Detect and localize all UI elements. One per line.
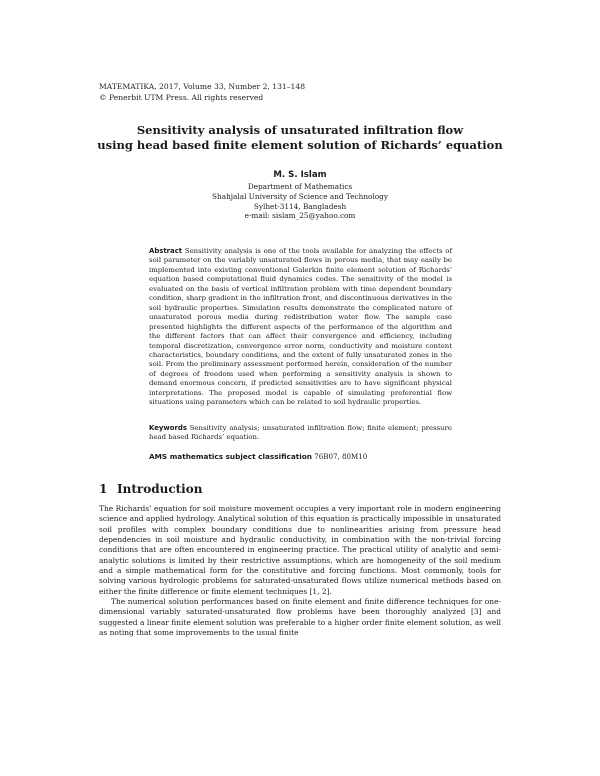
keywords-text: Sensitivity analysis; unsaturated infiltration flow; finite element; pressure head based Richards’ equation. [149, 424, 452, 442]
title-line-1: Sensitivity analysis of unsaturated infiltration flow [136, 123, 464, 137]
section-number: 1 [99, 482, 108, 496]
section-title: Introduction [117, 482, 203, 496]
author-name: M. S. Islam [273, 170, 327, 180]
keywords [149, 424, 452, 443]
affiliation-university: Shahjalal University of Science and Technology [212, 191, 388, 201]
abstract-label: Abstract [149, 247, 183, 255]
ams-label: AMS mathematics subject classification [149, 452, 312, 461]
body-paragraph: The Richards’ equation for soil moisture movement occupies a very important role in modern engineering science and applied hydrology. Analytical solution of this equation is practically impossible in unsaturated soil profiles with complex boundary conditions due to nonlinearities arising from pressure head dependencies in soil moisture and hydraulic conductivity, in combination with the non-trivial forcing conditions that are often encountered in engineering practice. The practical utility of analytic and semi-analytic solutions is limited by their restrictive assumptions, which are homogeneity of the soil medium and a simple mathematical form for the constitutive and forcing functions. Most commonly, tools for solving various hydrologic problems for saturated-unsaturated flows utilize numerical methods based on either the finite difference or finite element techniques [1, 2]. [99, 504, 501, 596]
section-heading [99, 482, 202, 496]
affiliation-department: Department of Mathematics [247, 182, 353, 191]
abstract [149, 247, 452, 408]
author-email: e-mail: sislam_25@yahoo.com [244, 211, 356, 221]
title-line-2: using head based finite element solution of Richards’ equation [97, 137, 503, 152]
keywords-label: Keywords [149, 424, 187, 432]
abstract-text: Sensitivity analysis is one of the tools available for analyzing the effects of soil parameter on the variably unsaturated flows in porous media, that may easily be implemented into existing conventional Galerkin finite element solution of Richards’ equation based computational fluid dynamics codes. The sensitivity of the model is evaluated on the basis of vertical infiltration problem with time dependent boundary condition, sharp gradient in the infiltration front, and discontinuous derivatives in the soil hydraulic properties. Simulation results demonstrate the complicated nature of unsaturated porous media during redistribution water flow. The sample case presented highlights the different aspects of the performance of the algorithm and the different factors that can affect their convergence and efficiency, including temporal discretization, convergence error norm, conductivity and moisture content characteristics, boundary conditions, and the extent of fully unsaturated zones in the soil. From the preliminary assessment performed herein, consideration of the number of degrees of freedom used when performing a sensitivity analysis is shown to demand enormous concern, if predicted sensitivities are to have significant physical interpretations. The proposed model is capable of simulating preferential flow situations using parameters which can be related to soil hydraulic properties. [149, 247, 452, 407]
copyright-notice: © Penerbit UTM Press. All rights reserved [99, 92, 264, 102]
ams-codes: 76B07, 80M10 [314, 452, 368, 461]
journal-citation: MATEMATIKA, 2017, Volume 33, Number 2, 131–148 [99, 82, 306, 91]
paper-title [60, 123, 540, 152]
author-affiliation [0, 182, 600, 221]
body-text [99, 504, 501, 638]
ams-classification [149, 452, 452, 462]
affiliation-location: Sylhet-3114, Bangladesh [253, 201, 347, 211]
body-paragraph: The numerical solution performances based on finite element and finite difference techniques for one-dimensional variably saturated-unsaturated flow problems have been thoroughly analyzed [3] and suggested a linear finite element solution was preferable to a higher order finite element solution, as well as noting that some improvements to the usual finite [99, 597, 501, 638]
journal-header [99, 82, 305, 103]
